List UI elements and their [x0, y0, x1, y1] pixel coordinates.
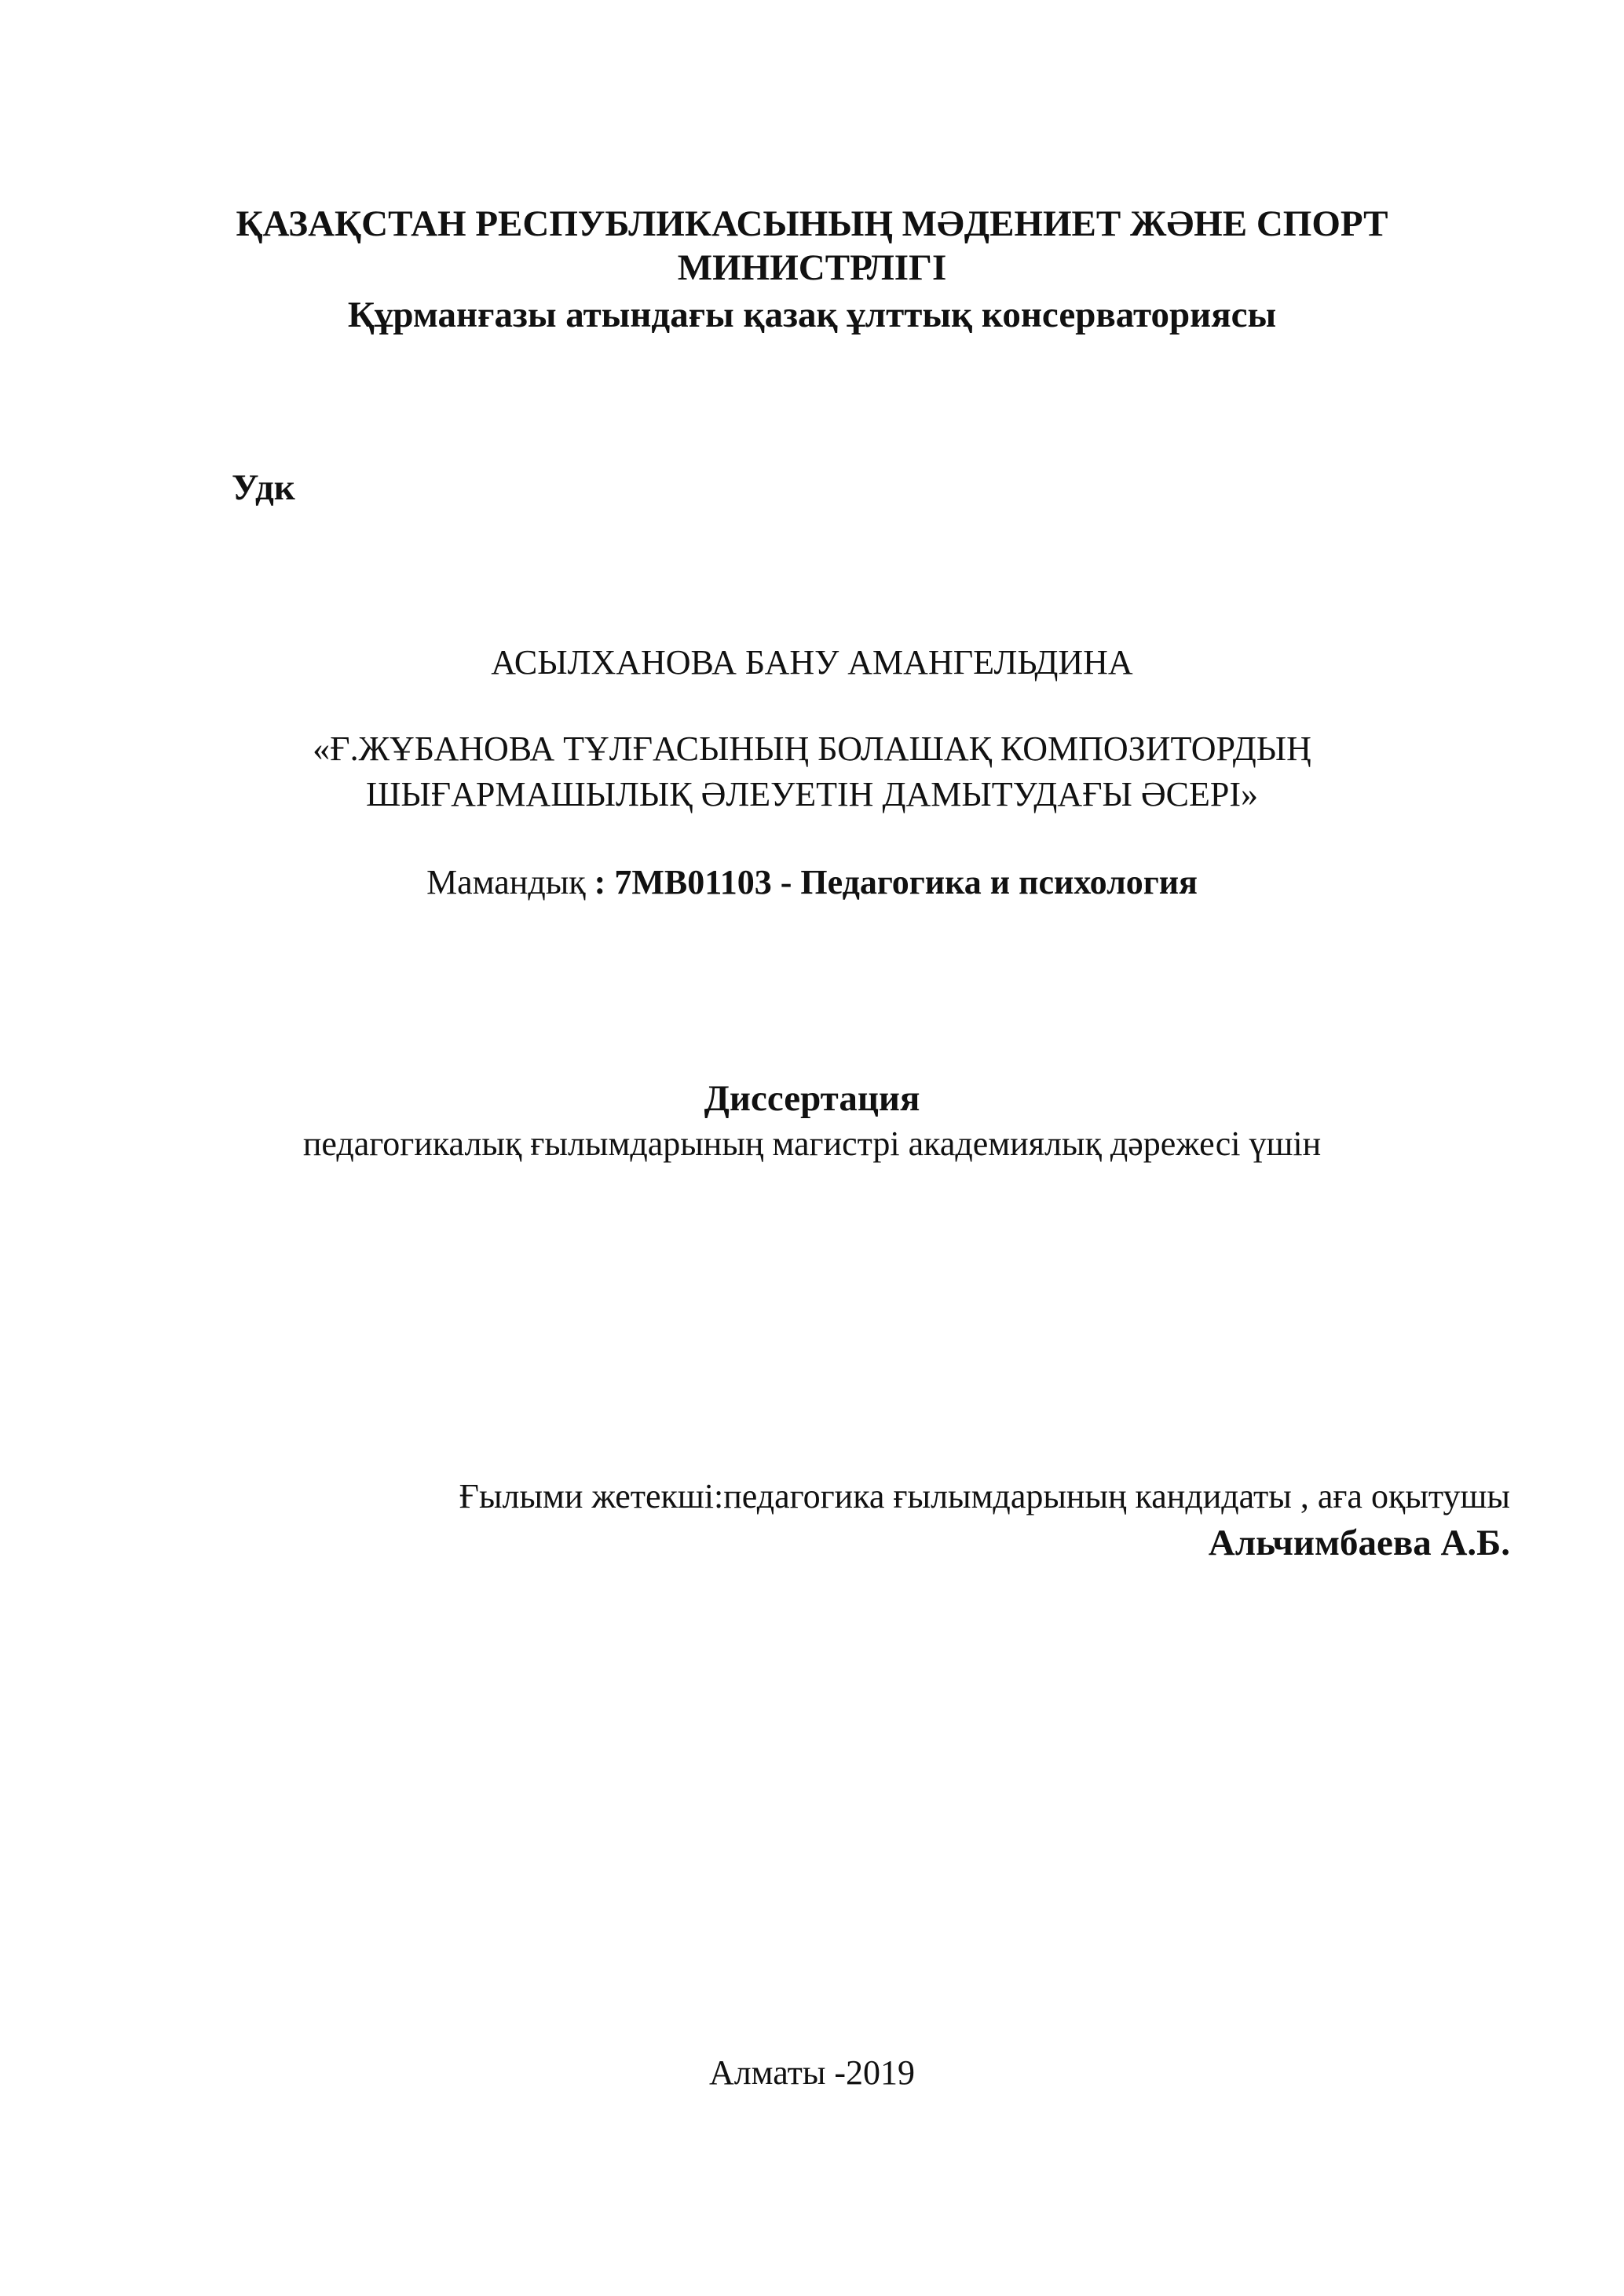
degree-description: педагогикалық ғылымдарының магистрі академиялық дәрежесі үшін	[302, 1124, 1322, 1163]
supervisor-name: Альчимбаева А.Б.	[1208, 1523, 1510, 1563]
udk-label: Удк	[232, 467, 295, 508]
specialty-line	[0, 865, 1624, 900]
city-year: Алматы -2019	[708, 2053, 916, 2092]
dissertation-label: Диссертация	[704, 1078, 920, 1119]
ministry-title-line-1: ҚАЗАҚСТАН РЕСПУБЛИКАСЫНЫҢ МӘДЕНИЕТ ЖӘНЕ СПОРТ	[236, 203, 1388, 244]
ministry-title-line-2: МИНИСТРЛІГІ	[677, 247, 947, 288]
author-name: АСЫЛХАНОВА БАНУ АМАНГЕЛЬДИНА	[491, 643, 1133, 682]
specialty-value: : 7MB01103 - Педагогика и психология	[585, 863, 1198, 901]
specialty-label: Мамандық	[426, 863, 586, 901]
thesis-title-line-2: ШЫҒАРМАШЫЛЫҚ ӘЛЕУЕТІН ДАМЫТУДАҒЫ ӘСЕРІ»	[365, 775, 1259, 813]
conservatory-name: Құрманғазы атындағы қазақ ұлттық консерваториясы	[347, 294, 1277, 335]
supervisor-line: Ғылыми жетекші:педагогика ғылымдарының кандидаты , аға оқытушы	[459, 1477, 1510, 1515]
thesis-title-line-1: «Ғ.ЖҰБАНОВА ТҰЛҒАСЫНЫҢ БОЛАШАҚ КОМПОЗИТОРДЫҢ	[313, 729, 1311, 768]
